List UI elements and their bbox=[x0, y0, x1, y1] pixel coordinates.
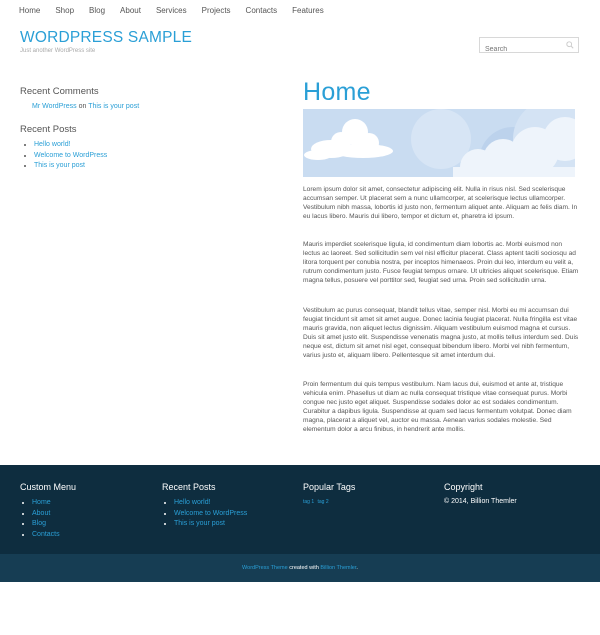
nav-item-features[interactable]: Features bbox=[292, 6, 324, 15]
content-paragraph: Mauris imperdiet scelerisque ligula, id condimentum diam lobortis ac. Morbi euismod non lectus ac laoreet. Sed sollicitudin sem vel nisl efficitur placerat. Class aptent taciti sociosqu ad litora torquent per conubia nostra, per inceptos himenaeos. Proin dui leo, interdum eu velit a, rutrum condimentum justo. Fusce feugiat tempus ornare. Ut ultricies aliquet scelerisque. Etiam magna tellus, posuere vel porttitor sed, feugiat sed urna. Proin sed sollicitudin urna. bbox=[303, 241, 579, 284]
search-box bbox=[479, 37, 579, 53]
nav-item-home[interactable]: Home bbox=[19, 6, 41, 15]
footer bbox=[0, 465, 600, 554]
tag-link[interactable]: tag 1 bbox=[303, 499, 315, 505]
nav-item-services[interactable]: Services bbox=[155, 6, 187, 15]
content-paragraph: Vestibulum ac purus consequat, blandit tellus vitae, semper nisl. Morbi eu mi accumsan dui feugiat tincidunt sit amet sit amet augue. Donec lacinia feugiat placerat. Nulla fringilla est vitae mauris gravida, non aliquet lectus dignissim. Aliquam vestibulum euismod magna et cursus. Duis sit amet justo elit. Suspendisse venenatis magna justo, at mollis tellus interdum sed. Duis neque est, dictum sit amet nisl eget, consequat bibendum libero. Morbi vel nibh fermentum, varius justo et, aliquam libero. Pellentesque sit amet interdum dui. bbox=[303, 307, 579, 359]
comment-author-link[interactable]: Mr WordPress bbox=[32, 103, 77, 110]
recent-comments-title: Recent Comments bbox=[20, 86, 99, 97]
comment-post-link[interactable]: This is your post bbox=[88, 103, 140, 110]
footer-post-link[interactable]: This is your post bbox=[174, 520, 225, 527]
tag-link[interactable]: tag 2 bbox=[317, 499, 329, 505]
content-paragraph: Lorem ipsum dolor sit amet, consectetur adipiscing elit. Nulla in risus nisl. Sed scelerisque accumsan semper. Ut placerat sem a nunc ullamcorper, at scelerisque lectus ullamcorper. Vestibulum nibh massa, lobortis id justo non, fermentum aliquet ante. Aliquam ac felis diam. In eu lacus libero. Mauris dui libero, tempor et dictum et, pharetra id ipsum. bbox=[303, 186, 578, 220]
site-tagline: Just another WordPress site bbox=[20, 48, 96, 54]
comment-on-text: on bbox=[78, 103, 87, 110]
list-item bbox=[34, 140, 107, 151]
footer-post-link[interactable]: Hello world! bbox=[174, 499, 211, 506]
recent-post-link[interactable]: Hello world! bbox=[34, 141, 71, 148]
copyright-text: © 2014, Billion Themler bbox=[444, 498, 517, 505]
search-icon[interactable] bbox=[566, 41, 574, 49]
top-nav bbox=[0, 0, 600, 22]
recent-posts-list bbox=[20, 140, 107, 172]
recent-comment bbox=[32, 103, 139, 110]
footer-copyright-title: Copyright bbox=[444, 482, 483, 492]
page-title: Home bbox=[303, 78, 371, 106]
recent-posts-title: Recent Posts bbox=[20, 124, 77, 135]
recent-post-link[interactable]: This is your post bbox=[34, 162, 85, 169]
nav-item-contacts[interactable]: Contacts bbox=[245, 6, 278, 15]
theme-link[interactable]: WordPress Theme bbox=[242, 565, 288, 571]
footer-menu-link-blog[interactable]: Blog bbox=[32, 520, 47, 527]
builder-link[interactable]: Billion Themler bbox=[320, 565, 357, 571]
list-item bbox=[34, 151, 107, 162]
footer-custom-menu-title: Custom Menu bbox=[20, 482, 77, 492]
footer-menu-link-home[interactable]: Home bbox=[32, 499, 51, 506]
footer-menu-link-contacts[interactable]: Contacts bbox=[32, 530, 60, 538]
search-input[interactable] bbox=[480, 43, 560, 57]
footer-recent-posts-title: Recent Posts bbox=[162, 482, 216, 492]
nav-item-shop[interactable]: Shop bbox=[55, 6, 75, 15]
footer-menu-link-about[interactable]: About bbox=[32, 509, 51, 517]
footer-post-link[interactable]: Welcome to WordPress bbox=[174, 509, 248, 517]
hero-clouds-image bbox=[303, 109, 575, 177]
footer-tags-title: Popular Tags bbox=[303, 482, 356, 492]
content-paragraph: Proin fermentum dui quis tempus vestibulum. Nam lacus dui, euismod et ante at, tristique vehicula enim. Phasellus ut diam ac nulla consequat tristique vitae consequat purus. Morbi congue nec justo eget aliquet. Suspendisse sodales dolor ac est sodales condimentum. Curabitur a dapibus ligula. Suspendisse at quam sed lacus fermentum volutpat. Donec diam magna, placerat a aliquet vel, auctor eu massa. Aenean varius sodales molestie. Sed elementum dolor a arcu finibus, in hendrerit ante mollis. bbox=[303, 381, 572, 433]
list-item bbox=[32, 530, 60, 541]
list-item bbox=[174, 519, 247, 530]
site-title[interactable]: WORDPRESS SAMPLE bbox=[20, 29, 193, 46]
list-item bbox=[32, 519, 60, 530]
list-item bbox=[174, 498, 247, 509]
nav-item-projects[interactable]: Projects bbox=[201, 6, 231, 15]
list-item bbox=[174, 509, 247, 520]
list-item bbox=[32, 498, 60, 509]
tag-cloud bbox=[303, 499, 331, 505]
footer-custom-menu bbox=[20, 498, 60, 540]
credits-period: . bbox=[356, 565, 358, 571]
created-with-text: created with bbox=[289, 565, 319, 571]
list-item bbox=[32, 509, 60, 520]
nav-item-blog[interactable]: Blog bbox=[89, 6, 106, 15]
nav-item-about[interactable]: About bbox=[120, 6, 141, 15]
footer-credits bbox=[0, 554, 600, 582]
recent-post-link[interactable]: Welcome to WordPress bbox=[34, 151, 108, 159]
list-item bbox=[34, 161, 107, 172]
footer-recent-posts bbox=[162, 498, 247, 530]
